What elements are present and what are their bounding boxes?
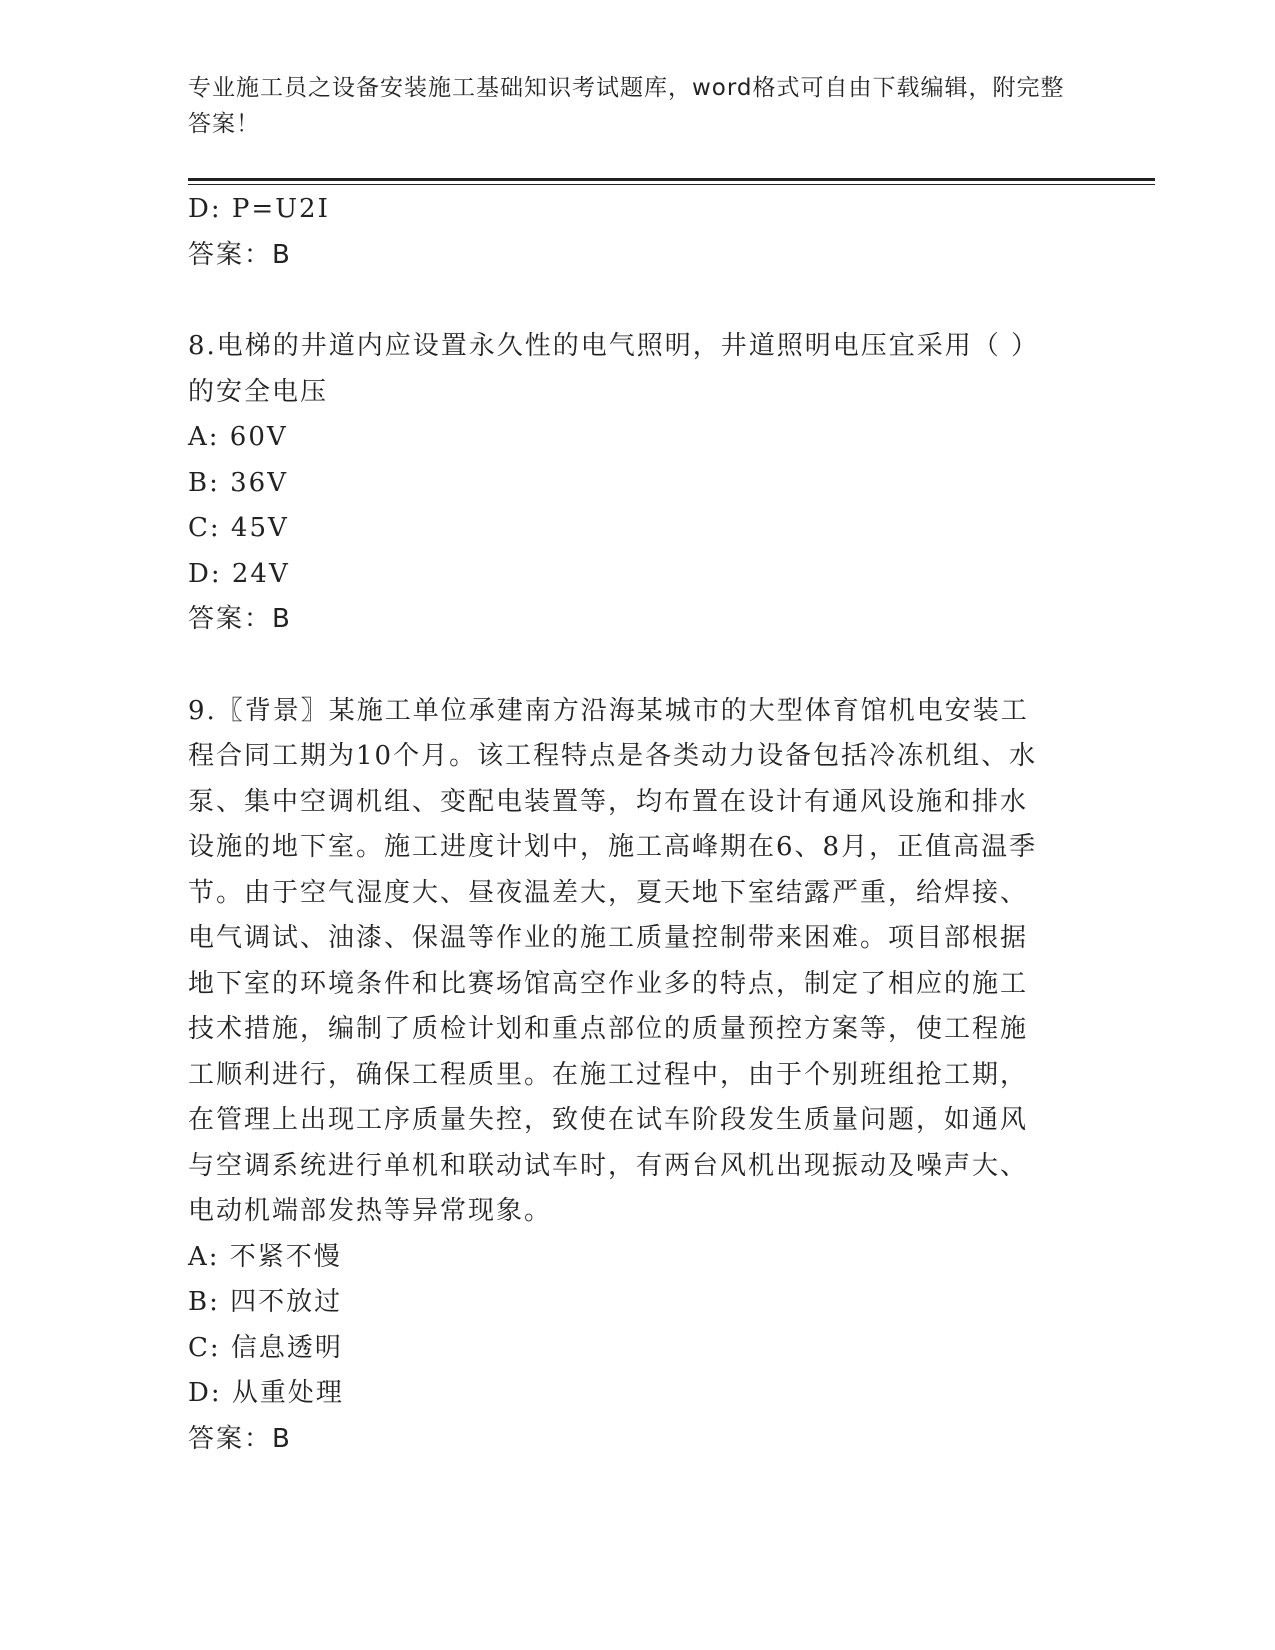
q9-option-d: D: 从重处理 <box>188 1378 344 1408</box>
q9-question-line: 工顺利进行，确保工程质里。在施工过程中，由于个别班组抢工期， <box>188 1059 1029 1090</box>
spacer <box>188 643 1088 689</box>
q7-answer: 答案：B <box>188 239 292 270</box>
q9-answer: 答案：B <box>188 1423 292 1454</box>
q8-option-d: D: 24V <box>188 558 290 589</box>
q7-option-d: D: P=U2I <box>188 194 330 224</box>
header-divider-thin <box>188 184 1155 185</box>
q8-question-line: 8.电梯的井道内应设置永久性的电气照明，井道照明电压宜采用（ ） <box>188 331 1040 361</box>
q9-question-line: 节。由于空气湿度大、昼夜温差大，夏天地下室结露严重，给焊接、 <box>188 877 1029 908</box>
q9-question-line: 地下室的环境条件和比赛场馆高空作业多的特点，制定了相应的施工 <box>188 968 1029 999</box>
q9-question-line: 9.〖背景〗某施工单位承建南方沿海某城市的大型体育馆机电安装工 <box>188 695 1029 726</box>
q9-question-line: 电动机端部发热等异常现象。 <box>188 1196 553 1226</box>
q9-question-line: 泵、集中空调机组、变配电装置等，均布置在设计有通风设施和排水 <box>188 786 1029 817</box>
q8-option-c: C: 45V <box>188 513 289 543</box>
q9-question-line: 技术措施，编制了质检计划和重点部位的质量预控方案等，使工程施 <box>188 1014 1029 1044</box>
q8-question-line: 的安全电压 <box>188 376 329 407</box>
question-8 <box>188 324 1088 643</box>
header-text: 专业施工员之设备安装施工基础知识考试题库，word格式可自由下载编辑，附完整答案！ <box>188 75 1065 137</box>
q9-question-line: 设施的地下室。施工进度计划中，施工高峰期在6、8月，正值高温季 <box>188 832 1038 862</box>
q8-option-a: A: 60V <box>188 422 288 452</box>
q9-option-c: C: 信息透明 <box>188 1332 343 1363</box>
page-header <box>188 70 1068 142</box>
q9-option-a: A: 不紧不慢 <box>188 1241 342 1272</box>
q9-question-line: 与空调系统进行单机和联动试车时，有两台风机出现振动及噪声大、 <box>188 1150 1029 1181</box>
q9-question-line: 程合同工期为10个月。该工程特点是各类动力设备包括冷冻机组、水 <box>188 741 1038 771</box>
q9-question-line: 电气调试、油漆、保温等作业的施工质量控制带来困难。项目部根据 <box>188 923 1029 953</box>
header-divider-thick <box>188 178 1155 181</box>
question-9 <box>188 689 1088 1463</box>
q8-answer: 答案：B <box>188 604 292 634</box>
spacer <box>188 278 1088 324</box>
q8-option-b: B: 36V <box>188 467 288 498</box>
q9-option-b: B: 四不放过 <box>188 1287 343 1317</box>
q9-question-line: 在管理上出现工序质量失控，致使在试车阶段发生质量问题，如通风 <box>188 1105 1029 1135</box>
question-content <box>188 187 1088 1462</box>
